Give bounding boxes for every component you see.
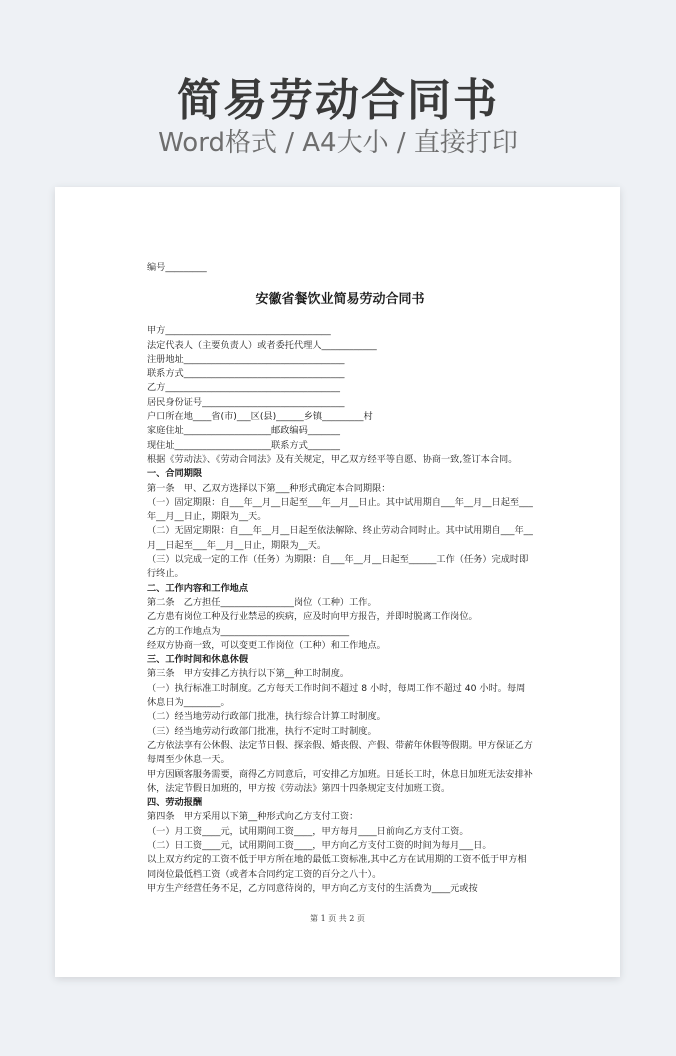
clause: （一）执行标准工时制度。乙方每天工作时间不超过 8 小时，每周工作不超过 40 小时。每周休息日为________。 — [147, 682, 526, 709]
legal-rep-line: 法定代表人（主要负责人）或者委托代理人____________ — [147, 339, 377, 351]
current-address-line: 现住址_____________________联系方式_______ — [147, 439, 340, 451]
section-heading: 四、劳动报酬 — [147, 797, 203, 809]
document-page — [55, 187, 620, 977]
clause: 乙方患有岗位工种及行业禁忌的疾病，应及时向甲方报告，并即时脱离工作岗位。 — [147, 611, 478, 623]
section-heading: 三、工作时间和休息休假 — [147, 654, 249, 666]
clause: （二）无固定期限：自___年__月__日起至依法解除、终止劳动合同时止。其中试用期自___年__月__日起至___年__月__日止，期限为__天。 — [147, 525, 533, 551]
document-body — [147, 261, 533, 896]
id-number-line: 居民身份证号_______________________________ — [147, 396, 345, 408]
banner-title: 简易劳动合同书 — [177, 75, 499, 126]
clause: （二）经当地劳动行政部门批准，执行综合计算工时制度。 — [147, 711, 386, 723]
clause: 以上双方约定的工资不低于甲方所在地的最低工资标准,其中乙方在试用期的工资不低于甲方相同岗位最低档工资（或者本合同约定工资的百分之八十）。 — [147, 854, 527, 880]
clause: （三）以完成一定的工作（任务）为期限：自___年__月__日起至______工作（任务）完成时即行终止。 — [147, 554, 529, 580]
contract-number: 编号_________ — [147, 262, 207, 273]
clause: （二）日工资____元，试用期间工资____，甲方向乙方支付工资的时间为每月___日。 — [147, 839, 492, 851]
clause: 第三条 甲方安排乙方执行以下第__种工时制度。 — [147, 668, 350, 680]
clause: 甲方因顾客服务需要，商得乙方同意后，可安排乙方加班。日延长工时，休息日加班无法安排补休，法定节假日加班的，甲方按《劳动法》第四十四条规定支付加班工资。 — [147, 768, 533, 794]
section-heading: 一、合同期限 — [147, 468, 203, 480]
clause: 第一条 甲、乙双方选择以下第___种形式确定本合同期限： — [147, 482, 391, 494]
clause: 第二条 乙方担任________________岗位（工种）工作。 — [147, 596, 377, 608]
banner-subtitle: Word格式 / A4大小 / 直接打印 — [158, 128, 518, 158]
page-footer: 第 1 页 共 2 页 — [310, 914, 365, 923]
clause: 乙方的工作地点为____________________________ — [147, 625, 350, 637]
preamble: 根据《劳动法》、《劳动合同法》及有关规定，甲乙双方经平等自愿、协商一致,签订本合同。 — [147, 453, 518, 465]
contact-a-line: 联系方式___________________________________ — [147, 368, 345, 380]
party-b-line: 乙方______________________________________ — [147, 382, 340, 394]
clause: （三）经当地劳动行政部门批准，执行不定时工时制度。 — [147, 725, 377, 737]
clause: 经双方协商一致，可以变更工作岗位（工种）和工作地点。 — [147, 639, 386, 651]
clause: （一）月工资____元，试用期间工资____，甲方每月____日前向乙方支付工资。 — [147, 825, 469, 837]
hukou-line: 户口所在地____省(市)___区(县)______乡镇_________村 — [147, 411, 373, 423]
section-heading: 二、工作内容和工作地点 — [147, 582, 249, 594]
clause: 第四条 甲方采用以下第__种形式向乙方支付工资： — [147, 811, 359, 823]
clause: （一）固定期限：自___年__月__日起至___年__月__日止。其中试用期自___年__月__日起至___年__月__日止，期限为__天。 — [147, 496, 533, 523]
clause: 甲方生产经营任务不足，乙方同意待岗的，甲方向乙方支付的生活费为____元或按 — [147, 882, 478, 894]
party-a-line: 甲方____________________________________ — [147, 325, 331, 337]
document-title: 安徽省餐饮业简易劳动合同书 — [255, 292, 425, 308]
registered-address-line: 注册地址___________________________________ — [147, 353, 345, 365]
home-address-line: 家庭住址___________________邮政编码_______ — [147, 425, 340, 437]
clause: 乙方依法享有公休假、法定节日假、探亲假、婚丧假、产假、带薪年休假等假期。甲方保证乙方每周至少休息一天。 — [147, 739, 533, 766]
